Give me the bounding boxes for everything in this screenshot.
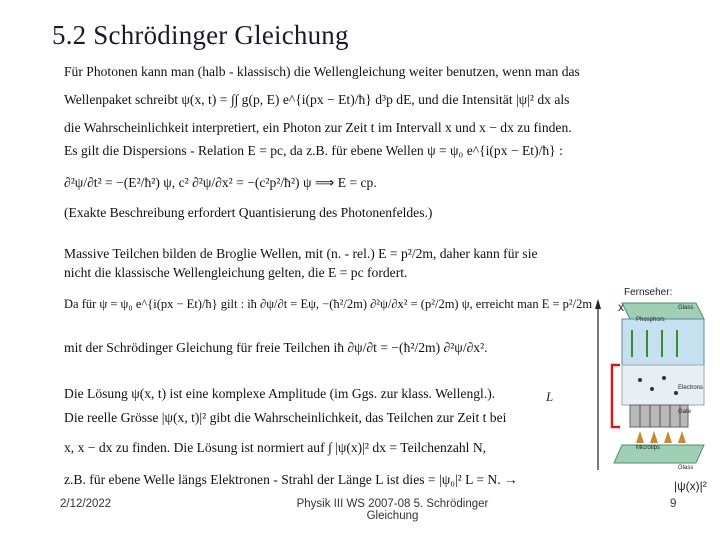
text-line-6: (Exakte Beschreibung erfordert Quantisierung des Photonenfeldes.)	[64, 205, 433, 220]
figure-prob-label: |ψ(x)|²	[674, 479, 707, 493]
footer-date: 2/12/2022	[60, 498, 112, 510]
electron-dot	[638, 378, 642, 382]
microtip	[636, 431, 644, 443]
text-line-1: Für Photonen kann man (halb - klassisch) die Wellengleichung weiter benutzen, wenn man das	[64, 64, 580, 79]
figure-tag-phosphors: Phosphors	[636, 317, 665, 323]
length-bracket	[612, 365, 620, 427]
microtip	[678, 431, 686, 443]
figure-axis-label: x	[618, 300, 624, 314]
figure-tag-microtips: Microtips	[636, 445, 661, 451]
figure-length-label: L	[546, 389, 554, 404]
figure-tag-glass-top: Glass	[678, 305, 694, 311]
text-line-example: z.B. für ebene Welle längs Elektronen - Strahl der Länge L ist dies = |ψ₀|² L = N. →	[64, 472, 518, 487]
footer-course: Physik III WS 2007-08 5. Schrödinger Gleichung	[296, 498, 489, 522]
text-line-8: nicht die klassische Wellengleichung gelten, die E = pc fordert.	[64, 265, 408, 280]
equation-schroedinger: mit der Schrödinger Gleichung für freie Teilchen iħ ∂ψ/∂t = −(ħ²/2m) ∂²ψ/∂x².	[64, 340, 488, 355]
equation-dispersion: ∂²ψ/∂t² = −(E²/ħ²) ψ, c² ∂²ψ/∂x² = −(c²p²/ħ²) ψ ⟹ E = cp.	[64, 175, 377, 190]
x-axis-arrowhead	[595, 299, 601, 309]
equation-normalization: x, x − dx zu finden. Die Lösung ist normiert auf ∫ |ψ(x)|² dx = Teilchenzahl N,	[64, 440, 487, 455]
figure-tag-glass-bottom: Glass	[678, 465, 694, 471]
microtip	[650, 431, 658, 443]
figure-tag-electrons: Electrons	[678, 385, 704, 391]
microtip	[664, 431, 672, 443]
electron-dot	[662, 376, 666, 380]
text-line-massive: Massive Teilchen bilden de Broglie Wellen, mit (n. - rel.) E = p²/2m, daher kann für sie	[64, 246, 538, 261]
electron-dot	[650, 387, 654, 391]
text-line-3: die Wahrscheinlichkeit interpretiert, ein Photon zur Zeit t im Intervall x und x − dx zu finden.	[64, 120, 572, 135]
text-line-4: Es gilt die Dispersions - Relation E = pc, da z.B. für ebene Wellen ψ = ψ₀ e^{i(px − Et)/ħ} :	[64, 143, 563, 158]
equation-plane-wave: Da für ψ = ψ₀ e^{i(px − Et)/ħ} gilt : iħ ∂ψ/∂t = Eψ, −(ħ²/2m) ∂²ψ/∂x² = (p²/2m) ψ, erreicht man E = p²/2m	[64, 297, 593, 311]
figure-label-tv: Fernseher:	[624, 287, 673, 298]
text-line-solution: Die Lösung ψ(x, t) ist eine komplexe Amplitude (im Ggs. zur klass. Wellengl.).	[64, 386, 496, 401]
slide-title: 5.2 Schrödinger Gleichung	[52, 20, 349, 50]
text-line-2: Wellenpaket schreibt ψ(x, t) = ∫∫ g(p, E) e^{i(px − Et)/ħ} d³p dE, und die Intensität |ψ|² dx als	[64, 92, 570, 107]
tv-diagram	[546, 285, 710, 495]
electron-dot	[674, 391, 678, 395]
footer-page-number: 9	[670, 498, 677, 510]
figure-tag-gate: Gate	[678, 409, 692, 415]
text-line-probability: Die reelle Grösse |ψ(x, t)|² gibt die Wahrscheinlichkeit, das Teilchen zur Zeit t bei	[64, 410, 507, 425]
